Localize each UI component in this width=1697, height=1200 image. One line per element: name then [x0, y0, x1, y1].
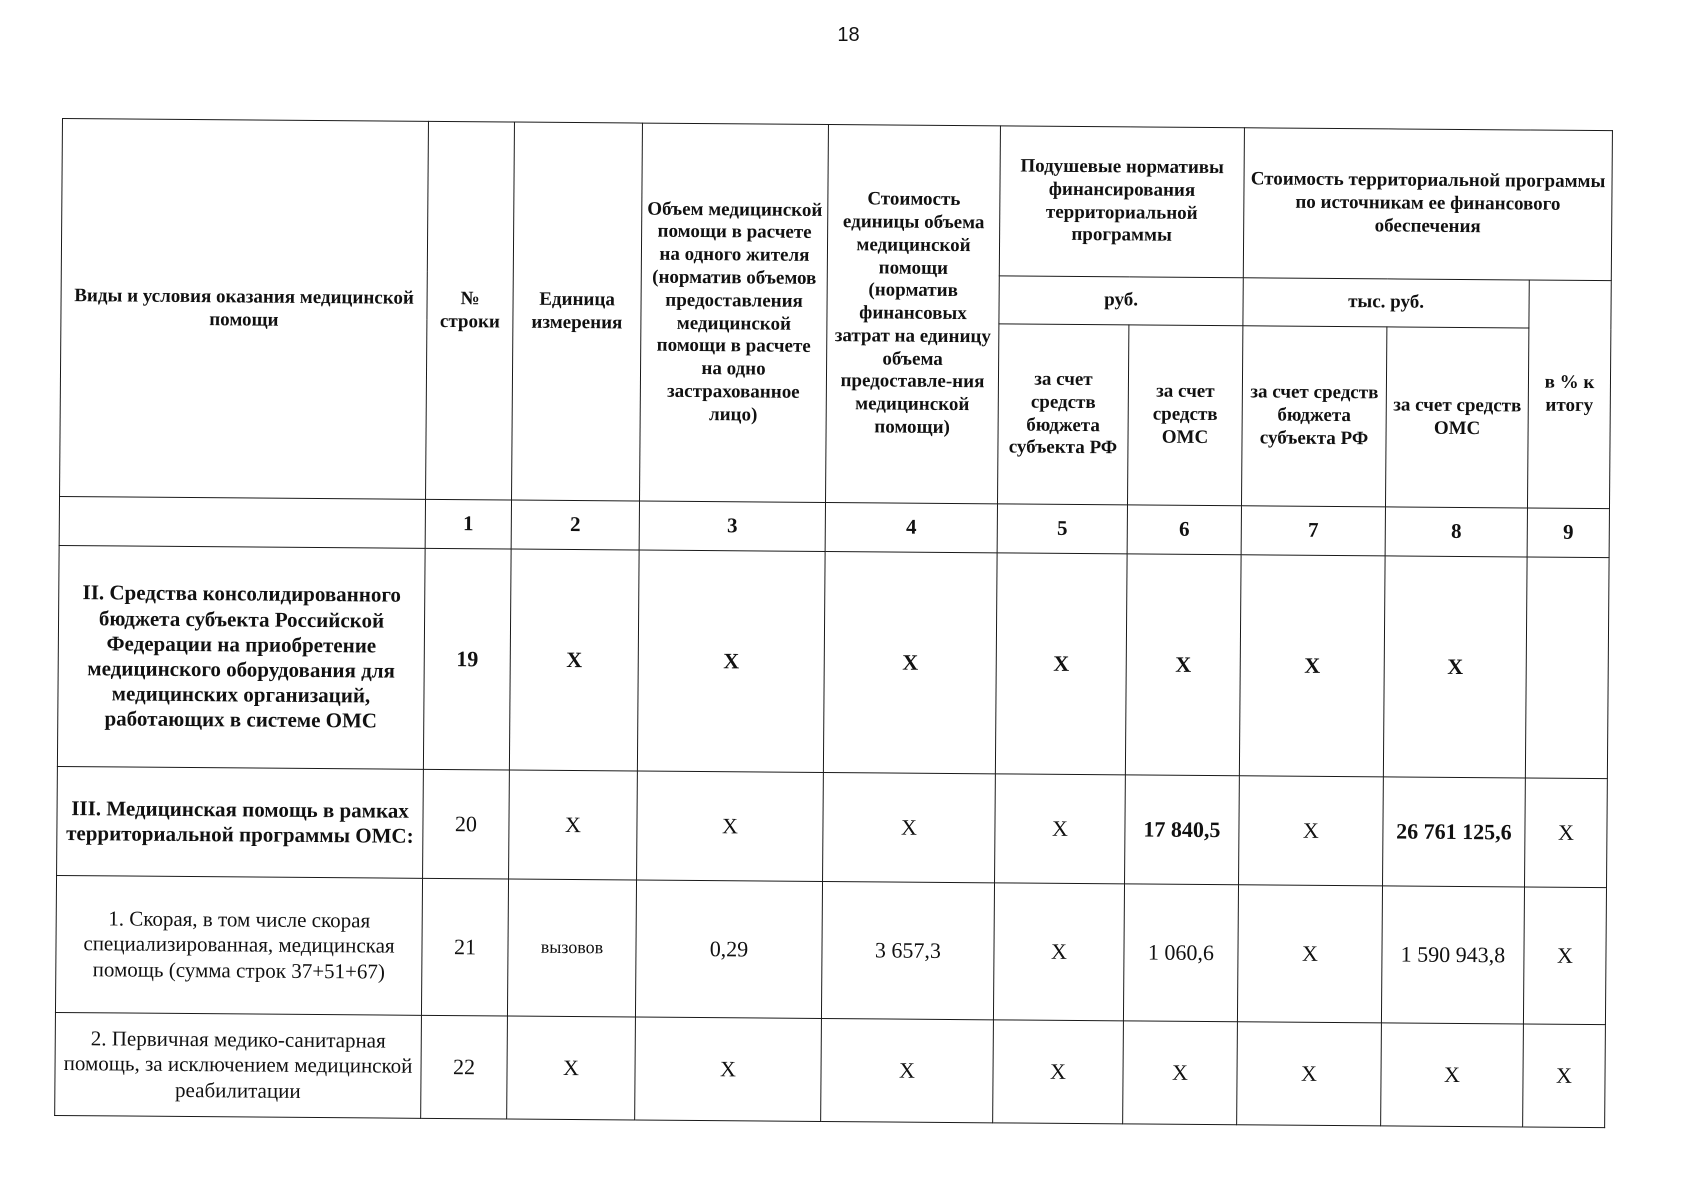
row-name: 2. Первичная медико-санитарная помощь, за исключением медицинской реабилитации [55, 1012, 422, 1118]
column-number: 3 [639, 501, 825, 551]
header-oms-cost: за счет средств ОМС [1385, 327, 1528, 508]
row-number: 22 [421, 1015, 508, 1119]
row-volume: X [635, 1017, 822, 1121]
row-oms-cost: 1 590 943,8 [1381, 886, 1524, 1024]
row-number: 19 [423, 548, 511, 770]
row-volume: X [637, 550, 825, 772]
header-per-capita: Подушевые нормативы финансирования территориальной программы [999, 126, 1244, 278]
row-budget-per-capita: X [993, 1020, 1124, 1124]
header-budget-per-capita: за счет средств бюджета субъекта РФ [997, 324, 1128, 505]
row-volume: 0,29 [635, 880, 822, 1018]
row-percent: X [1523, 1024, 1606, 1128]
row-unit-cost: X [823, 773, 996, 883]
row-unit: X [507, 1016, 636, 1120]
program-cost-table [54, 118, 1613, 1128]
row-oms-cost: X [1381, 1023, 1524, 1127]
row-percent: X [1523, 887, 1606, 1025]
row-budget-per-capita: X [995, 553, 1127, 775]
header-percent: в % к итогу [1527, 280, 1611, 509]
table-row [55, 875, 1606, 1024]
header-thous-rub: тыс. руб. [1243, 278, 1529, 328]
table-row [55, 1012, 1606, 1127]
row-budget-per-capita: X [993, 883, 1124, 1021]
row-oms-cost: 26 761 125,6 [1383, 777, 1526, 887]
column-number: 5 [997, 504, 1127, 554]
column-number: 4 [825, 503, 997, 553]
table-row [57, 766, 1608, 887]
column-number: 8 [1385, 507, 1527, 557]
column-number: 9 [1527, 508, 1609, 558]
row-budget-cost: X [1237, 1022, 1382, 1126]
header-row-number: № строки [426, 121, 515, 500]
row-unit: вызовов [507, 879, 636, 1017]
header-volume: Объем медицинской помощи в расчете на одного жителя (норматив объемов предоставления медицинской помощи в расчете на одно застрахованное лицо) [640, 123, 829, 502]
column-number: 1 [425, 499, 511, 549]
header-unit-cost: Стоимость единицы объема медицинской помощи (норматив финансовых затрат на единицу объема предоставле-ния медицинской помощи) [826, 125, 1001, 504]
page-number: 18 [837, 24, 860, 46]
header-oms-per-capita: за счет средств ОМС [1127, 325, 1242, 506]
row-number: 20 [423, 769, 510, 879]
table-row [57, 545, 1609, 778]
row-oms-cost: X [1383, 556, 1527, 778]
row-oms-per-capita: 17 840,5 [1125, 775, 1240, 885]
column-number-empty [59, 496, 425, 548]
header-budget-cost: за счет средств бюджета субъекта РФ [1241, 326, 1386, 507]
row-oms-per-capita: X [1123, 1021, 1238, 1125]
row-budget-per-capita: X [995, 774, 1126, 884]
row-budget-cost: X [1239, 555, 1385, 777]
header-program-cost: Стоимость территориальной программы по источникам ее финансового обеспечения [1243, 128, 1612, 281]
header-unit: Единица измерения [512, 122, 643, 501]
row-number: 21 [421, 878, 508, 1016]
row-oms-per-capita: 1 060,6 [1123, 884, 1238, 1022]
column-number: 7 [1241, 506, 1385, 556]
table-container [54, 118, 1612, 1128]
column-number: 2 [511, 500, 639, 550]
row-unit-cost: X [823, 552, 997, 774]
row-name: 1. Скорая, в том числе скорая специализированная, медицинская помощь (сумма строк 37+51+67) [55, 875, 422, 1015]
row-name: III. Медицинская помощь в рамках территориальной программы ОМС: [57, 766, 424, 878]
row-oms-per-capita: X [1125, 554, 1241, 776]
row-percent [1525, 557, 1609, 779]
row-name: II. Средства консолидированного бюджета субъекта Российской Федерации на приобретение медицинского оборудования для медицинских организаций, работающих в системе ОМС [57, 545, 425, 769]
row-budget-cost: X [1237, 885, 1382, 1023]
row-unit-cost: X [821, 1018, 994, 1122]
row-volume: X [637, 771, 824, 881]
row-unit: X [509, 770, 638, 880]
header-kind: Виды и условия оказания медицинской помощи [60, 119, 429, 500]
column-number: 6 [1127, 505, 1241, 555]
header-rub: руб. [999, 276, 1243, 326]
row-unit: X [509, 549, 639, 771]
row-percent: X [1525, 778, 1608, 888]
row-unit-cost: 3 657,3 [821, 881, 994, 1019]
row-budget-cost: X [1239, 776, 1384, 886]
